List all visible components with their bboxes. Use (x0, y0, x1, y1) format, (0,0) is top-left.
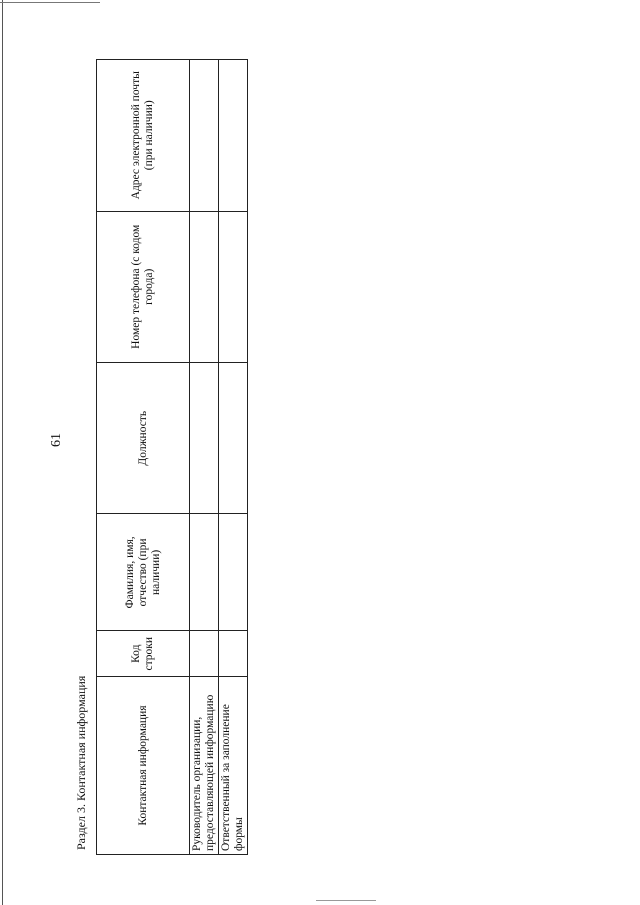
cell-email[interactable] (219, 60, 248, 212)
rotated-page-content (49, 55, 245, 855)
cell-email[interactable] (190, 60, 219, 212)
cell-phone[interactable] (219, 211, 248, 362)
cell-phone[interactable] (190, 211, 219, 362)
page-number: 61 (49, 433, 64, 447)
table-row-head-of-organization (190, 60, 219, 855)
section-title: Раздел 3. Контактная информация (74, 675, 88, 850)
table-header-row (97, 60, 190, 855)
row-label-head: Руководитель организации, предоставляющей информацию (190, 677, 219, 855)
cell-position[interactable] (190, 362, 219, 513)
header-position: Должность (97, 362, 190, 513)
cell-name[interactable] (190, 514, 219, 631)
page-top-edge (0, 2, 100, 3)
header-contact-info: Контактная информация (97, 677, 190, 855)
cell-code[interactable] (190, 631, 219, 677)
header-row-code: Код строки (97, 631, 190, 677)
page-bottom-mark (316, 900, 376, 901)
header-full-name: Фамилия, имя, отчество (при наличии) (97, 514, 190, 631)
row-label-responsible: Ответственный за заполнение формы (219, 677, 248, 855)
cell-code[interactable] (219, 631, 248, 677)
header-email: Адрес электронной почты (при наличии) (97, 60, 190, 212)
header-phone: Номер телефона (с кодом города) (97, 211, 190, 362)
contact-info-table (96, 59, 248, 855)
cell-name[interactable] (219, 514, 248, 631)
page-left-edge (2, 0, 3, 905)
table-row-responsible-person (219, 60, 248, 855)
cell-position[interactable] (219, 362, 248, 513)
